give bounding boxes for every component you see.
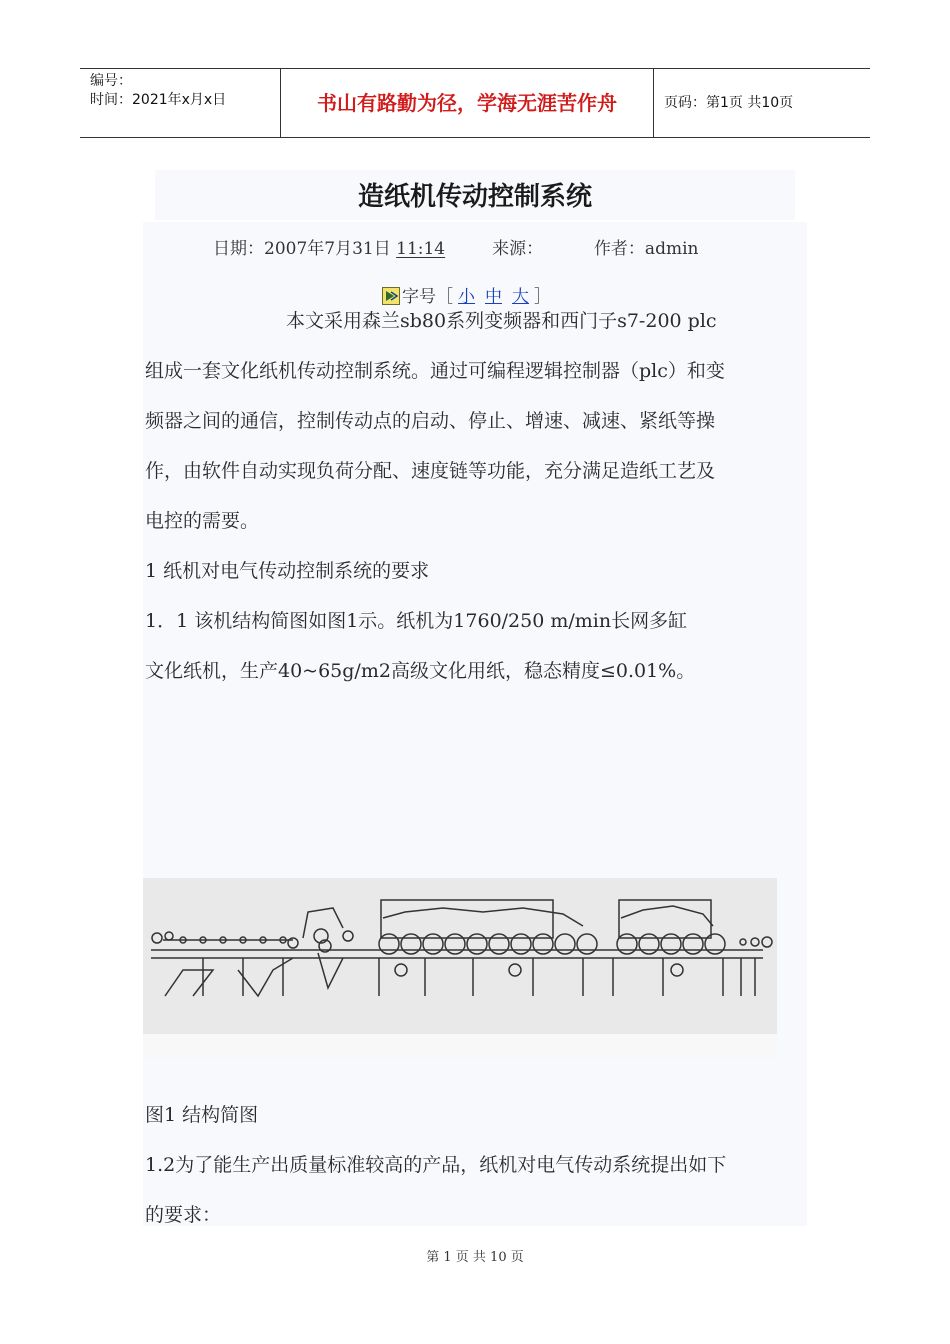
article-title: 造纸机传动控制系统: [357, 182, 592, 212]
paper-machine-drawing: [143, 878, 777, 1034]
page-info: 页码：第1页 共10页: [664, 95, 794, 111]
meta-date: 日期：2007年7月31日: [213, 239, 391, 259]
number-label: 编号：: [90, 73, 132, 89]
font-size-label: 字号［: [402, 287, 453, 307]
font-size-large-link[interactable]: 大: [512, 287, 529, 307]
structure-diagram: [143, 878, 777, 1034]
article-meta: [213, 234, 698, 259]
figure-caption: 图1 结构简图: [145, 1104, 259, 1126]
page-footer: 第 1 页 共 10 页: [426, 1250, 524, 1265]
paragraph-line: 电控的需要。: [145, 510, 260, 532]
font-size-medium-link[interactable]: 中: [485, 287, 502, 307]
paragraph-line: 1．1 该机结构简图如图1示。纸机为1760/250 m/min长网多缸: [145, 610, 688, 632]
paragraph-line: 作，由软件自动实现负荷分配、速度链等功能，充分满足造纸工艺及: [145, 460, 716, 482]
paragraph-line: 本文采用森兰sb80系列变频器和西门子s7-200 plc: [286, 310, 717, 332]
paragraph-line: 频器之间的通信，控制传动点的启动、停止、增速、减速、紧纸等操: [145, 410, 716, 432]
motto-text: 书山有路勤为径，学海无涯苦作舟: [281, 69, 654, 137]
header-info-cell: [80, 69, 281, 137]
section-heading: 1 纸机对电气传动控制系统的要求: [145, 560, 430, 582]
header-table: [80, 68, 870, 138]
font-size-small-link[interactable]: 小: [458, 287, 475, 307]
paragraph-line: 的要求：: [145, 1204, 222, 1226]
paragraph-line: 文化纸机，生产40~65g/m2高级文化用纸，稳态精度≤0.01%。: [145, 660, 696, 682]
paragraph-line: 1.2为了能生产出质量标准较高的产品，纸机对电气传动系统提出如下: [145, 1154, 727, 1176]
font-size-close: ］: [534, 287, 551, 307]
meta-author: 作者：admin: [593, 239, 699, 259]
paragraph-line: 组成一套文化纸机传动控制系统。通过可编程逻辑控制器（plc）和变: [145, 360, 725, 382]
time-label: 时间：2021年x月x日: [90, 92, 227, 108]
meta-source: 来源：: [492, 239, 544, 259]
meta-time: 11:14: [396, 239, 446, 259]
figure-bottom-strip: [143, 1034, 777, 1058]
